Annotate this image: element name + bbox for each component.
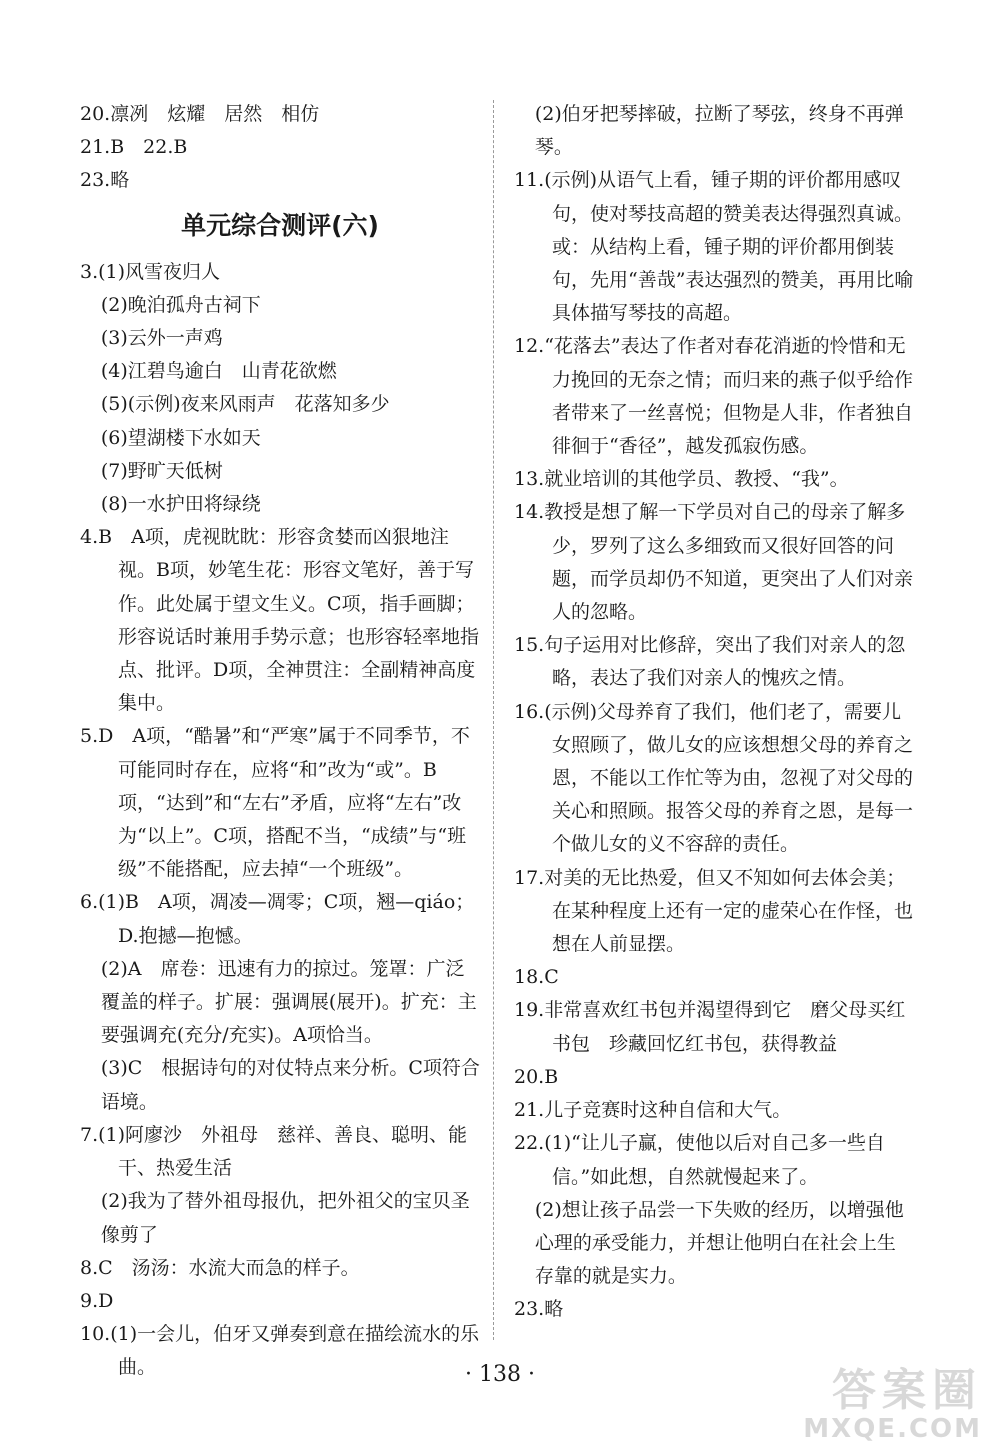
answer-item: 9.D: [80, 1289, 114, 1312]
answer-item: 23.略: [514, 1298, 564, 1321]
answer-item: 13.就业培训的其他学员、教授、“我”。: [514, 468, 849, 491]
answer-subitem: (3)云外一声鸡: [100, 327, 223, 350]
answer-subitem: (4)江碧鸟逾白 山青花欲燃: [100, 360, 337, 383]
answer-item: 5.D A项，“酷暑”和“严寒”属于不同季节，不可能同时存在，应将“和”改为“或”。B项，“达到”和“左右”矛盾，应将“左右”改为“以上”。C项，搭配不当，“成绩”与“班级”不能搭配，应去掉“一个班级”。: [80, 725, 470, 881]
answer-subitem: (2)想让孩子品尝一下失败的经历，以增强他心理的承受能力，并想让他明白在社会上生存靠的就是实力。: [534, 1198, 904, 1288]
left-column: [80, 98, 480, 1385]
answer-subitem: (2)我为了替外祖母报仇，把外祖父的宝贝圣像剪了: [100, 1190, 470, 1246]
answer-item: 14.教授是想了解一下学员对自己的母亲了解多少，罗列了这么多细致而又很好回答的问题，而学员却仍不知道，更突出了人们对亲人的忽略。: [514, 501, 914, 624]
answer-item: 10.(1)一会儿，伯牙又弹奏到意在描绘流水的乐曲。: [80, 1323, 480, 1379]
answer-subitem: (5)(示例)夜来风雨声 花落知多少: [100, 393, 390, 416]
answer-item: 15.句子运用对比修辞，突出了我们对亲人的忽略，表达了我们对亲人的愧疚之情。: [514, 634, 906, 690]
answer-item: 19.非常喜欢红书包并渴望得到它 磨父母买红书包 珍藏回忆红书包，获得教益: [514, 999, 906, 1055]
answer-item: 8.C 汤汤：水流大而急的样子。: [80, 1256, 360, 1279]
answer-item: 22.(1)“让儿子赢，使他以后对自己多一些自信。”如此想，自然就慢起来了。: [514, 1132, 885, 1188]
answer-item: 6.(1)B A项，凋凌—凋零；C项，翘—qiáo；D.抱撼—抱憾。: [80, 891, 475, 947]
answer-item: 21.儿子竞赛时这种自信和大气。: [514, 1099, 792, 1122]
answer-item: 20.凛冽 炫耀 居然 相仿: [80, 103, 320, 125]
watermark-logo: [782, 1365, 982, 1450]
answer-subitem: (2)晚泊孤舟古祠下: [100, 293, 261, 316]
answer-item: 7.(1)阿廖沙 外祖母 慈祥、善良、聪明、能干、热爱生活: [80, 1123, 468, 1180]
answer-subitem: (3)C 根据诗句的对仗特点来分析。C项符合语境。: [100, 1057, 480, 1113]
answer-item: 20.B: [514, 1065, 559, 1088]
column-divider: [493, 100, 494, 1340]
answer-item: 23.略: [80, 169, 130, 192]
answer-subitem: (6)望湖楼下水如天: [100, 426, 261, 449]
answer-subitem: (7)野旷天低树: [100, 459, 223, 482]
pre-items: [80, 98, 480, 198]
right-column: [514, 98, 914, 1327]
answer-item: 21.B 22.B: [80, 136, 188, 159]
left-answer-list: [80, 256, 480, 1385]
answer-item: 17.对美的无比热爱，但又不知如何去体会美；在某种程度上还有一定的虚荣心在作怪，也想在人前显摆。: [514, 866, 914, 956]
answer-item: 18.C: [514, 966, 559, 989]
answer-subitem: (8)一水护田将绿绕: [100, 493, 261, 516]
right-answer-list: [514, 98, 914, 1327]
answer-subitem: (2)伯牙把琴摔破，拉断了琴弦，终身不再弹琴。: [534, 103, 904, 159]
answer-item: 3.(1)风雪夜归人: [80, 260, 221, 283]
answer-subitem: (2)A 席卷：迅速有力的掠过。笼罩：广泛覆盖的样子。扩展：强调展(展开)。扩充：主要强调充(充分/充实)。A项恰当。: [100, 957, 477, 1047]
answer-item: 12.“花落去”表达了作者对春花消逝的怜惜和无力挽回的无奈之情；而归来的燕子似乎给作者带来了一丝喜悦；但物是人非，作者独自徘徊于“香径”，越发孤寂伤感。: [514, 335, 914, 458]
watermark-bottom: MXQE.COM: [803, 1414, 982, 1444]
answer-item: 16.(示例)父母养育了我们，他们老了，需要儿女照顾了，做儿女的应该想想父母的养育之恩，不能以工作忙等为由，忽视了对父母的关心和照顾。报答父母的养育之恩，是每一个做儿女的义不容辞的责任。: [514, 700, 914, 856]
answer-item: 11.(示例)从语气上看，锺子期的评价都用感叹句，使对琴技高超的赞美表达得强烈真诚。或：从结构上看，锺子期的评价都用倒装句，先用“善哉”表达强烈的赞美，再用比喻具体描写琴技的高超。: [514, 169, 914, 325]
answer-item: 4.B A项，虎视眈眈：形容贪婪而凶狠地注视。B项，妙笔生花：形容文笔好，善于写作。此处属于望文生义。C项，指手画脚；形容说话时兼用手势示意；也形容轻率地指点、批评。D项，全神贯注：全副精神高度集中。: [80, 526, 480, 715]
section-title: 单元综合测评(六): [181, 210, 379, 240]
page-number: · 138 ·: [465, 1362, 535, 1387]
watermark-top: 答案圈: [832, 1365, 982, 1416]
